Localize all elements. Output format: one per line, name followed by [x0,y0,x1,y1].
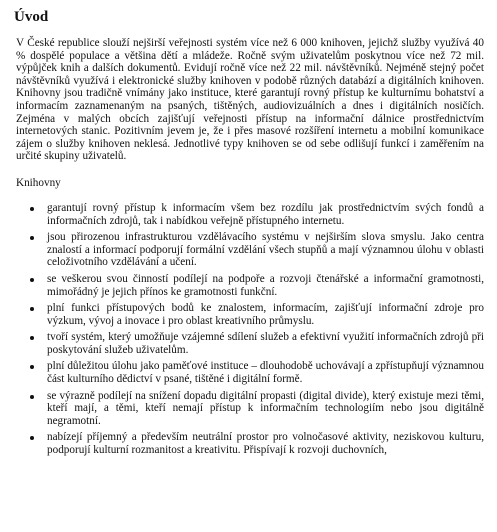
bullet-item [14,390,484,428]
document-title: Úvod [14,9,49,25]
bullet-item [14,431,484,456]
bullet-text: plní důležitou úlohu jako paměťové instituce – dlouhodobě uchovávají a zpřístupňují významnou část kulturního dědictví v psané, tištěné i digitální formě. [47,360,484,386]
bullet-text: tvoří systém, který umožňuje vzájemné sdílení služeb a efektivní využití informačních zdrojů při poskytování služeb uživatelům. [47,331,484,356]
bullet-text: se veškerou svou činností podílejí na podpoře a rozvoji čtenářské a informační gramotnosti, mimořádný je jejich přínos ke gramotnosti funkční. [47,272,484,298]
document-page [14,8,484,461]
bullet-item [14,302,484,327]
bullet-item [14,360,484,385]
bullet-text: nabízejí příjemný a především neutrální prostor pro volnočasové aktivity, neziskovou kulturu, podporují kulturní rozmanitost a kreativitu. Přispívají k rozvoji duchovních, [47,431,484,457]
bullet-item [14,331,484,356]
bullet-text: jsou přirozenou infrastrukturou vzdělávacího systému v nejširším slova smyslu. Jako centra znalostí a informací podporují formální vzdělání všech stupňů a mají významnou úlohu v oblasti celoživotního vzdělávání a učení. [47,231,484,269]
bullet-icon [30,365,34,369]
bullet-item [14,202,484,227]
bullet-icon [30,207,34,211]
bullet-text: plní funkci přístupových bodů ke znalostem, informacím, zajišťují informační zdroje pro výzkum, vývoj a inovace i pro oblast kreativního průmyslu. [47,302,484,327]
bullet-list [14,202,484,457]
bullet-icon [30,336,34,340]
intro-paragraph: V České republice slouží nejširší veřejnosti systém více než 6 000 knihoven, jejichž služby využívá 40 % dospělé populace a většina dětí a mládeže. Ročně svým uživatelům poskytnou více než 72 mil. výpůjček knih a dalších dokumentů. Evidují ročně více než 22 mil. návštěvníků. Nejméně stejný počet návštěvníků využívá i elektronické služby knihoven v podobě různých databází a digitálních knihoven. Knihovny jsou tradičně vnímány jako instituce, které garantují rovný přístup ke kulturnímu bohatství a informacím zaznamenaným na psaných, tištěných, audiovizuálních a dnes i digitálních nosičích. Zejména v malých obcích zajišťují veřejnosti přístup na informační dálnice prostřednictvím internetových stanic. Pozitivním jevem je, že i přes masové rozšíření internetu a mobilní komunikace zájem o služby knihoven neklesá. Jednotlivé typy knihoven se od sebe odlišují funkcí i zaměřením na určité skupiny uživatelů. [16,37,484,163]
bullet-item [14,273,484,298]
bullet-text: se výrazně podílejí na snížení dopadu digitální propasti (digital divide), který existuje mezi těmi, kteří mají, a těmi, kteří nemají přístup k informačním technologiím nebo jsou digitálně negramotní. [47,389,484,427]
bullet-icon [30,395,34,399]
bullet-icon [30,278,34,282]
bullet-text: garantují rovný přístup k informacím všem bez rozdílu jak prostřednictvím svých fondů a informačních zdrojů, tak i nabídkou veřejně přístupného internetu. [47,201,484,227]
bullet-item [14,231,484,269]
bullet-icon [30,436,34,440]
bullet-icon [30,236,34,240]
bullet-icon [30,307,34,311]
section-heading: Knihovny [16,176,61,189]
